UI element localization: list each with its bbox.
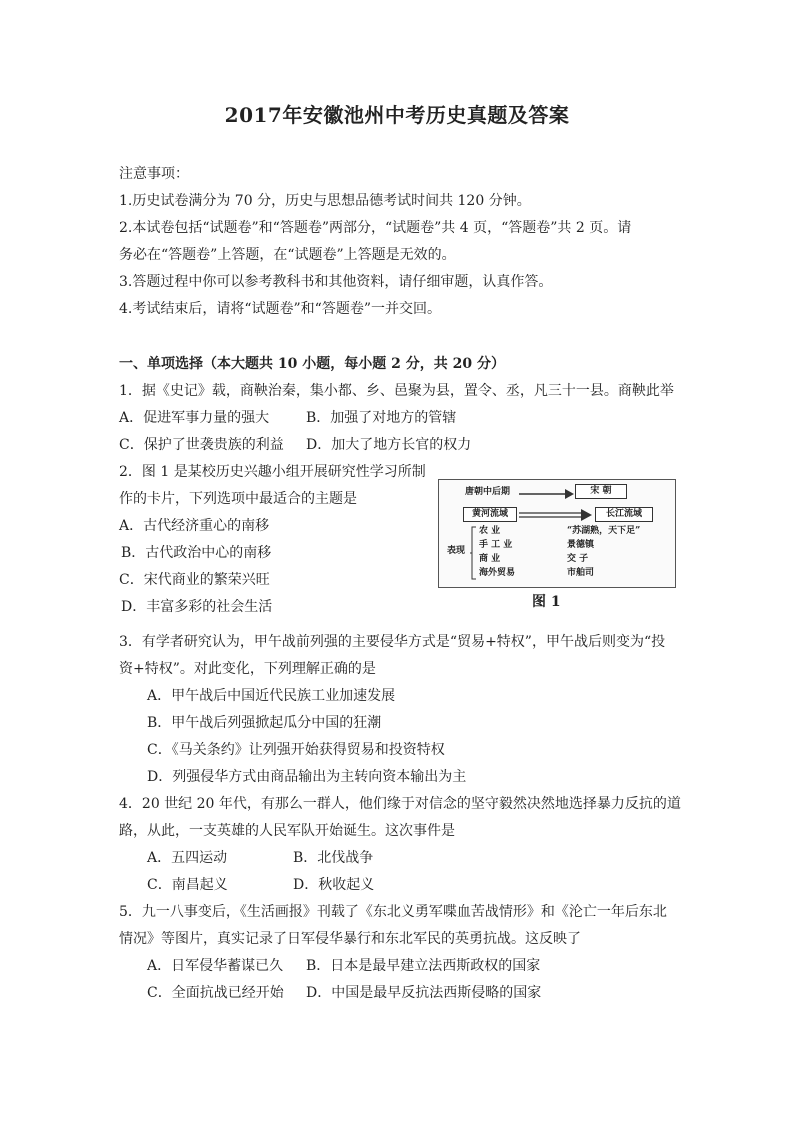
q4-option-d: D．秋收起义 [293,877,375,893]
q4-option-b: B．北伐战争 [293,850,374,866]
figure-1-caption: 图 1 [532,594,561,610]
fig-row-field-1: 农 业 [479,526,501,536]
arrow-right-icon [517,488,575,500]
q2-option-c: C．宋代商业的繁荣兴旺 [119,572,270,588]
figure-1-card [438,479,676,588]
q1-option-b: B．加强了对地方的管辖 [306,410,457,426]
bracket-icon [469,526,477,580]
page-title: 2017年安徽池州中考历史真题及答案 [224,103,570,127]
fig-row-value-1: “苏湖熟，天下足” [567,526,641,536]
q1-option-a: A．促进军事力量的强大 [119,410,270,426]
section-heading: 一、单项选择（本大题共 10 小题，每小题 2 分，共 20 分） [119,356,505,372]
q2-stem-1: 2．图 1 是某校历史兴趣小组开展研究性学习所制 [119,464,426,480]
notice-item-3: 3.答题过程中你可以参考教科书和其他资料，请仔细审题，认真作答。 [119,274,553,290]
fig-side-label: 表现 [447,546,466,556]
fig-row-value-2: 景德镇 [567,540,595,550]
q2-option-a: A．古代经济重心的南移 [119,518,270,534]
q1-option-d: D．加大了地方长官的权力 [306,437,472,453]
double-arrow-right-icon [517,509,593,521]
notice-item-4: 4.考试结束后，请将“试题卷”和“答题卷”一并交回。 [119,301,441,317]
fig-row-field-3: 商 业 [479,554,501,564]
fig-top-left: 唐朝中后期 [465,487,511,497]
q3-stem-1: 3．有学者研究认为，甲午战前列强的主要侵华方式是“贸易+特权”，甲午战后则变为“投 [119,634,666,650]
q2-option-d: D．丰富多彩的社会生活 [121,599,273,615]
notice-item-2-cont: 务必在“答题卷”上答题，在“试题卷”上答题是无效的。 [119,247,456,263]
fig-row-field-4: 海外贸易 [479,568,516,578]
q5-option-d: D．中国是最早反抗法西斯侵略的国家 [306,985,542,1001]
fig-top-right: 宋 朝 [575,484,627,499]
fig-row-value-4: 市舶司 [567,568,595,578]
q4-stem-1: 4．20 世纪 20 年代，有那么一群人，他们缘于对信念的坚守毅然决然地选择暴力反抗的道 [119,796,681,812]
q5-option-c: C．全面抗战已经开始 [147,985,284,1001]
q5-option-b: B．日本是最早建立法西斯政权的国家 [306,958,541,974]
q4-stem-2: 路，从此，一支英雄的人民军队开始诞生。这次事件是 [119,823,455,839]
q3-stem-2: 资+特权”。对此变化，下列理解正确的是 [119,661,376,677]
notice-heading: 注意事项： [119,166,189,182]
q4-option-a: A．五四运动 [147,850,228,866]
q4-option-c: C．南昌起义 [147,877,228,893]
q3-option-b: B．甲午战后列强掀起瓜分中国的狂潮 [147,715,382,731]
q3-option-a: A．甲午战后中国近代民族工业加速发展 [147,688,396,704]
q5-stem-2: 情况》等图片，真实记录了日军侵华暴行和东北军民的英勇抗战。这反映了 [119,931,581,947]
q2-option-b: B．古代政治中心的南移 [121,545,272,561]
q3-option-c: C．《马关条约》让列强开始获得贸易和投资特权 [147,742,445,758]
q2-stem-2: 作的卡片，下列选项中最适合的主题是 [119,491,357,507]
notice-item-2: 2.本试卷包括“试题卷”和“答题卷”两部分，“试题卷”共 4 页，“答题卷”共 2 页。请 [119,220,632,236]
fig-mid-right: 长江流域 [595,507,653,522]
q5-stem-1: 5．九一八事变后，《生活画报》刊载了《东北义勇军喋血苦战情形》和《沦亡一年后东北 [119,904,667,920]
q1-option-c: C．保护了世袭贵族的利益 [119,437,284,453]
fig-mid-left: 黄河流域 [463,507,517,522]
fig-row-field-2: 手 工 业 [479,540,513,550]
q5-option-a: A．日军侵华蓄谋已久 [147,958,284,974]
q1-stem: 1．据《史记》载，商鞅治秦，集小都、乡、邑聚为县，置令、丞，凡三十一县。商鞅此举 [119,383,674,399]
q3-option-d: D．列强侵华方式由商品输出为主转向资本输出为主 [147,769,467,785]
fig-row-value-3: 交 子 [567,554,589,564]
notice-item-1: 1.历史试卷满分为 70 分，历史与思想品德考试时间共 120 分钟。 [119,193,531,209]
